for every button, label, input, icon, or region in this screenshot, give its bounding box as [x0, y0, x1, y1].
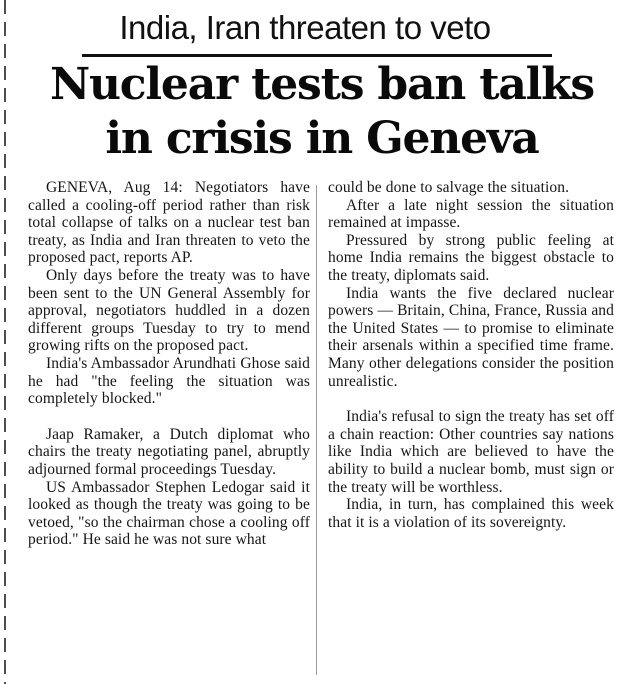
- main-headline: [10, 58, 634, 166]
- column-divider: [316, 185, 317, 675]
- article-column-right: [328, 179, 614, 531]
- paragraph: India wants the five declared nuclear powers — Britain, China, France, Russia and the United States — to promise to eliminate their arsenals within a specified time frame. Many other delegations consider the position unrealistic.: [328, 284, 614, 390]
- kicker-underline: [82, 54, 552, 57]
- paragraph: India, in turn, has complained this week that it is a violation of its sovereignty.: [328, 496, 614, 531]
- paragraph: Pressured by strong public feeling at home India remains the biggest obstacle to the treaty, diplomats said.: [328, 231, 614, 284]
- paragraph: India's refusal to sign the treaty has set off a chain reaction: Other countries say nations like India which are believed to have the ability to build a nuclear bomb, must sign or the treaty will be worthless.: [328, 408, 614, 496]
- paragraph: GENEVA, Aug 14: Negotiators have called a cooling-off period rather than risk total collapse of talks on a nuclear test ban treaty, as India and Iran threaten to veto the proposed pact, reports AP.: [28, 179, 310, 267]
- column-rule-left: [4, 0, 6, 684]
- headline-line-2: in crisis in Geneva: [105, 113, 539, 164]
- paragraph: could be done to salvage the situation.: [328, 179, 570, 196]
- paragraph: US Ambassador Stephen Ledogar said it looked as though the treaty was going to be vetoed, "so the chairman chose a cooling off period." He said he was not sure what: [28, 478, 310, 549]
- article-column-left: [28, 179, 310, 549]
- paragraph: Only days before the treaty was to have been sent to the UN General Assembly for approval, negotiators huddled in a dozen different groups Tuesday to try to mend growing rifts on the proposed pact.: [28, 266, 310, 355]
- paragraph: Jaap Ramaker, a Dutch diplomat who chairs the treaty negotiating panel, abruptly adjourned formal proceedings Tuesday.: [28, 425, 310, 478]
- kicker-headline: India, Iran threaten to veto: [119, 9, 491, 46]
- headline-line-1: Nuclear tests ban talks: [49, 59, 594, 110]
- paragraph: After a late night session the situation remained at impasse.: [328, 196, 614, 232]
- paragraph: India's Ambassador Arundhati Ghose said he had "the feeling the situation was completely blocked.": [28, 354, 310, 408]
